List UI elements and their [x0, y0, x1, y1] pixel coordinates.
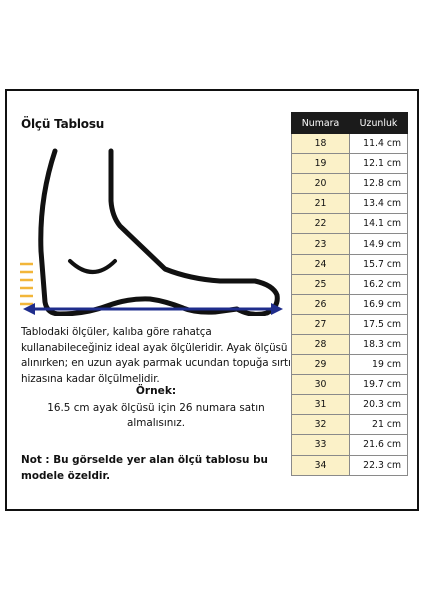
foot-length-cell: 19 cm	[350, 355, 408, 375]
foot-length-cell: 21.6 cm	[350, 435, 408, 455]
foot-length-cell: 16.9 cm	[350, 294, 408, 314]
table-row	[292, 395, 408, 415]
size-number-cell: 34	[292, 455, 350, 475]
size-number-cell: 27	[292, 314, 350, 334]
foot-length-cell: 14.1 cm	[350, 214, 408, 234]
table-row	[292, 375, 408, 395]
foot-length-cell: 22.3 cm	[350, 455, 408, 475]
size-number-cell: 31	[292, 395, 350, 415]
size-number-cell: 21	[292, 194, 350, 214]
foot-length-cell: 19.7 cm	[350, 375, 408, 395]
table-row	[292, 174, 408, 194]
foot-outline-icon	[41, 151, 278, 314]
size-number-cell: 26	[292, 294, 350, 314]
foot-measure-illustration	[15, 131, 285, 316]
size-number-cell: 29	[292, 355, 350, 375]
table-row	[292, 194, 408, 214]
size-table-body	[292, 134, 408, 476]
size-table	[291, 112, 408, 476]
table-row	[292, 294, 408, 314]
table-row	[292, 455, 408, 475]
table-row	[292, 134, 408, 154]
chart-title: Ölçü Tablosu	[21, 117, 105, 131]
foot-length-cell: 12.8 cm	[350, 174, 408, 194]
size-number-cell: 33	[292, 435, 350, 455]
table-row	[292, 214, 408, 234]
table-row	[292, 334, 408, 354]
size-number-cell: 25	[292, 274, 350, 294]
table-row	[292, 314, 408, 334]
size-chart-card	[5, 89, 419, 511]
size-number-cell: 32	[292, 415, 350, 435]
foot-length-cell: 15.7 cm	[350, 254, 408, 274]
foot-length-cell: 14.9 cm	[350, 234, 408, 254]
size-number-cell: 20	[292, 174, 350, 194]
foot-length-cell: 17.5 cm	[350, 314, 408, 334]
table-row	[292, 435, 408, 455]
column-header-numara: Numara	[292, 113, 350, 134]
foot-length-cell: 16.2 cm	[350, 274, 408, 294]
table-row	[292, 355, 408, 375]
heel-ruler-icon	[20, 264, 33, 304]
example-text: 16.5 cm ayak ölçüsü için 26 numara satın almalısınız.	[47, 402, 265, 429]
size-number-cell: 18	[292, 134, 350, 154]
foot-length-cell: 11.4 cm	[350, 134, 408, 154]
size-number-cell: 19	[292, 154, 350, 174]
size-number-cell: 30	[292, 375, 350, 395]
table-row	[292, 234, 408, 254]
size-number-cell: 22	[292, 214, 350, 234]
table-row	[292, 154, 408, 174]
foot-length-cell: 13.4 cm	[350, 194, 408, 214]
table-row	[292, 415, 408, 435]
table-row	[292, 254, 408, 274]
column-header-uzunluk: Uzunluk	[350, 113, 408, 134]
foot-length-cell: 12.1 cm	[350, 154, 408, 174]
model-note: Not : Bu görselde yer alan ölçü tablosu bu modele özeldir.	[21, 454, 268, 482]
table-row	[292, 274, 408, 294]
foot-length-cell: 21 cm	[350, 415, 408, 435]
table-header-row	[292, 113, 408, 134]
example-label: Örnek:	[135, 385, 177, 397]
size-number-cell: 28	[292, 334, 350, 354]
foot-length-cell: 18.3 cm	[350, 334, 408, 354]
size-number-cell: 23	[292, 234, 350, 254]
measurement-instructions: Tablodaki ölçüler, kalıba göre rahatça kullanabileceğiniz ideal ayak ölçüleridir. Ayak ölçüsü alınırken; en uzun ayak parmak ucundan topuğa sırtı hizasına kadar ölçülmelidir.	[21, 326, 291, 385]
foot-length-cell: 20.3 cm	[350, 395, 408, 415]
size-number-cell: 24	[292, 254, 350, 274]
